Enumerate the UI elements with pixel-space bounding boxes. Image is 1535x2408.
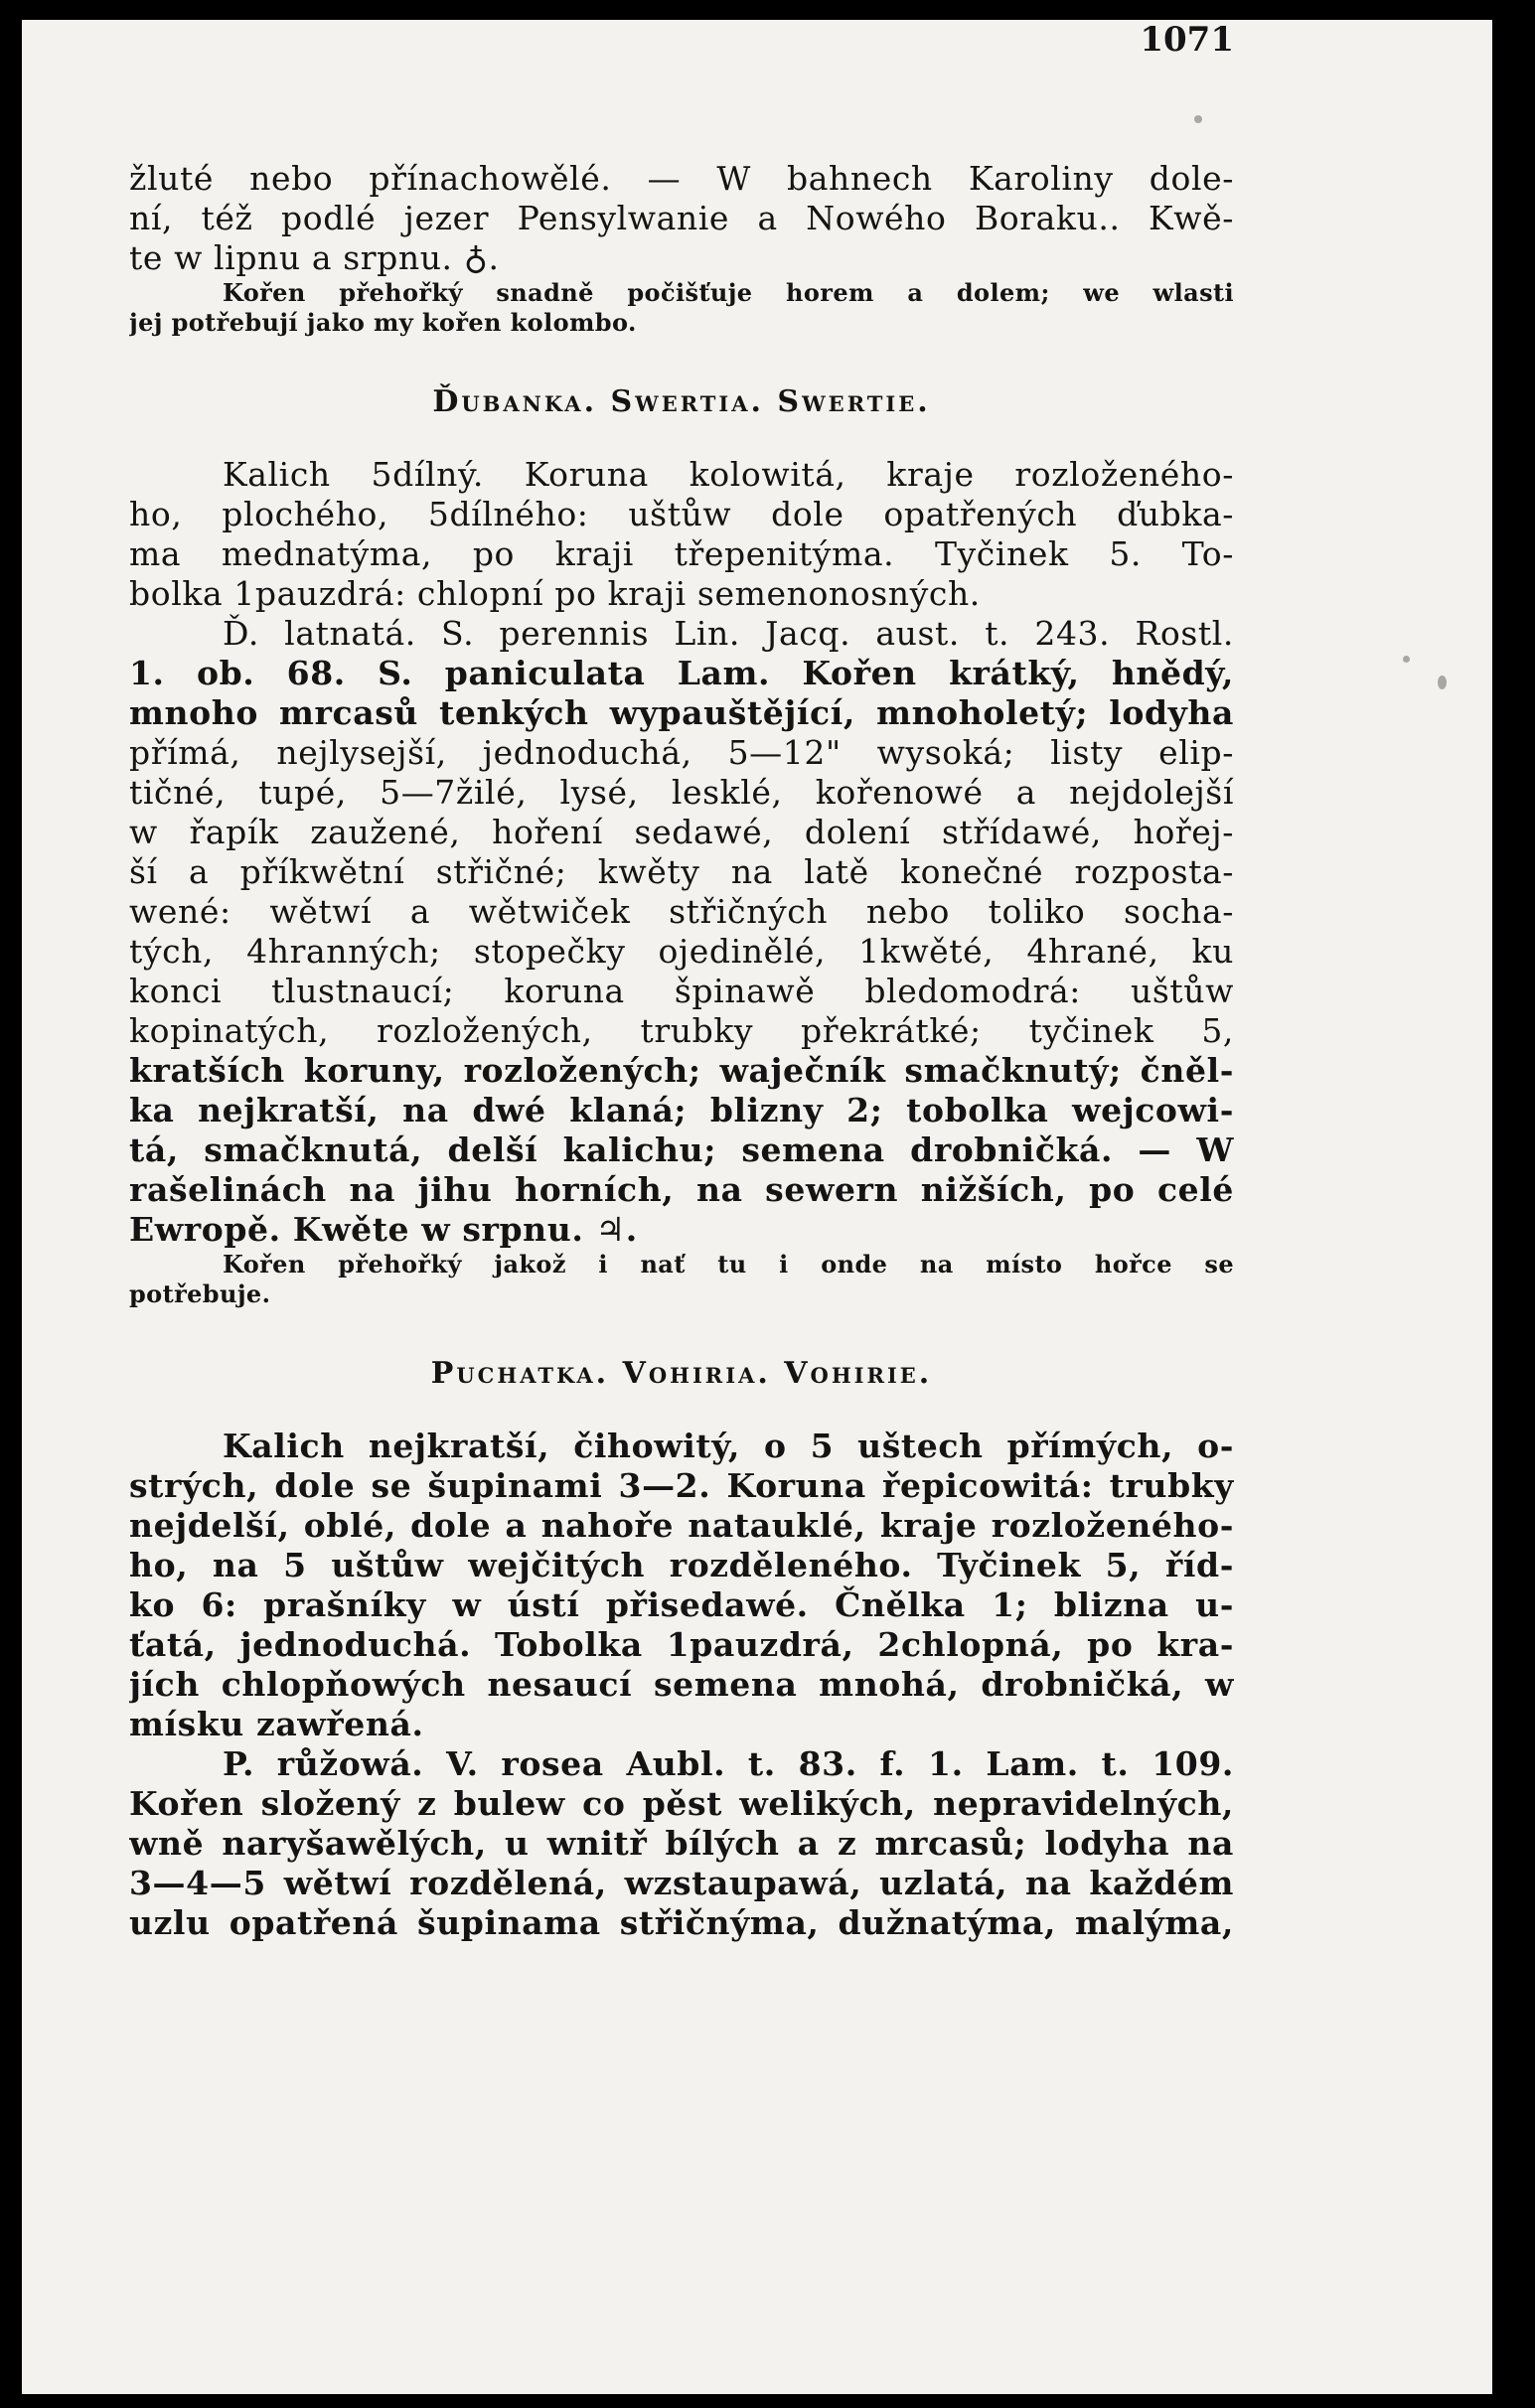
note-line: jej potřebují jako my kořen kolombo. — [129, 308, 637, 337]
text-column — [129, 159, 1234, 1943]
section-swertia — [129, 377, 1234, 1309]
text-line: žluté nebo přínachowělé. — W bahnech Karoliny dole- — [129, 159, 1234, 198]
ink-dot — [1403, 656, 1410, 663]
species-line: wně naryšawělých, u wnitř bílých a z mrcasů; lodyha na — [129, 1824, 1234, 1863]
species-line: Ewropě. Kwěte w srpnu. ♃. — [129, 1210, 638, 1249]
text-line: jích chlopňowých nesaucí semena mnohá, drobničká, w — [129, 1665, 1234, 1704]
species-line: P. růžowá. V. rosea Aubl. t. 83. f. 1. Lam. t. 109. — [223, 1744, 1234, 1783]
species-line: kopinatých, rozložených, trubky překrátké; tyčinek 5, — [129, 1011, 1234, 1050]
genus-heading: Ďubanka. Swertia. Swertie. — [432, 384, 931, 419]
species-line: 3—4—5 wětwí rozdělená, wzstaupawá, uzlatá, na každém — [129, 1864, 1234, 1902]
note-line: Kořen přehořký jakož i nať tu i onde na místo hořce se — [223, 1250, 1234, 1279]
species-line: wené: wětwí a wětwiček střičných nebo toliko socha- — [129, 892, 1234, 931]
note-line: Kořen přehořký snadně počišťuje horem a dolem; we wlasti — [223, 278, 1234, 307]
species-line: w řapík zaužené, hoření sedawé, dolení střídawé, hořej- — [129, 813, 1234, 851]
species-line: přímá, nejlysejší, jednoduchá, 5—12" wysoká; listy elip- — [129, 733, 1234, 772]
page-number: 1071 — [1140, 20, 1234, 60]
text-line: strých, dole se šupinami 3—2. Koruna řepicowitá: trubky — [129, 1466, 1234, 1505]
text-line: ma mednatýma, po kraji třepenitýma. Tyčinek 5. To- — [129, 534, 1234, 573]
species-line: ší a příkwětní střičné; kwěty na latě konečné rozposta- — [129, 852, 1234, 891]
genus-heading: Puchatka. Vohiria. Vohirie. — [430, 1356, 933, 1391]
note-line: potřebuje. — [129, 1279, 271, 1308]
ink-dot — [1194, 115, 1202, 123]
text-line: nejdelší, oblé, dole a nahoře natauklé, kraje rozloženého- — [129, 1506, 1234, 1545]
species-line: tých, 4hranných; stopečky ojedinělé, 1kwěté, 4hrané, ku — [129, 932, 1234, 971]
species-line: uzlu opatřená šupinama střičnýma, dužnatýma, malýma, — [129, 1903, 1234, 1942]
species-line: mnoho mrcasů tenkých wypauštějící, mnoholetý; lodyha — [129, 693, 1234, 732]
book-page — [22, 20, 1492, 2394]
species-line: kratších koruny, rozložených; waječník smačknutý; čněl- — [129, 1051, 1234, 1090]
section-vohiria — [129, 1349, 1234, 1943]
species-line: Ď. latnatá. S. perennis Lin. Jacq. aust. t. 243. Rostl. — [223, 614, 1234, 653]
species-line: rašelinách na jihu horních, na sewern nižších, po celé — [129, 1170, 1234, 1209]
species-line: tá, smačknutá, delší kalichu; semena drobničká. — W — [129, 1130, 1234, 1169]
text-line: ko 6: prašníky w ústí přisedawé. Čnělka 1; blizna u- — [129, 1585, 1234, 1624]
species-line: Kořen složený z bulew co pěst welikých, nepravidelných, — [129, 1784, 1234, 1823]
text-line: Kalich 5dílný. Koruna kolowitá, kraje rozloženého- — [223, 455, 1234, 494]
species-line: ka nejkratší, na dwé klaná; blizny 2; tobolka wejcowi- — [129, 1091, 1234, 1129]
ink-dot — [1438, 676, 1447, 689]
text-line: ní, též podlé jezer Pensylwanie a Nowého Boraku.. Kwě- — [129, 199, 1234, 237]
text-line: mísku zawřená. — [129, 1705, 424, 1743]
species-line: konci tlustnaucí; koruna špinawě bledomodrá: uštůw — [129, 972, 1234, 1010]
text-line: ťatá, jednoduchá. Tobolka 1pauzdrá, 2chlopná, po kra- — [129, 1625, 1234, 1664]
text-line: ho, na 5 uštůw wejčitých rozděleného. Tyčinek 5, říd- — [129, 1546, 1234, 1584]
species-line: 1. ob. 68. S. paniculata Lam. Kořen krátký, hnědý, — [129, 654, 1234, 692]
text-line: Kalich nejkratší, čihowitý, o 5 uštech přímých, o- — [223, 1427, 1234, 1465]
species-line: tičné, tupé, 5—7žilé, lysé, lesklé, kořenowé a nejdolejší — [129, 773, 1234, 812]
text-line: te w lipnu a srpnu. ♁. — [129, 238, 500, 277]
section-intro — [129, 159, 1234, 338]
text-line: ho, plochého, 5dílného: uštůw dole opatřených ďubka- — [129, 495, 1234, 533]
text-line: bolka 1pauzdrá: chlopní po kraji semenonosných. — [129, 574, 981, 613]
